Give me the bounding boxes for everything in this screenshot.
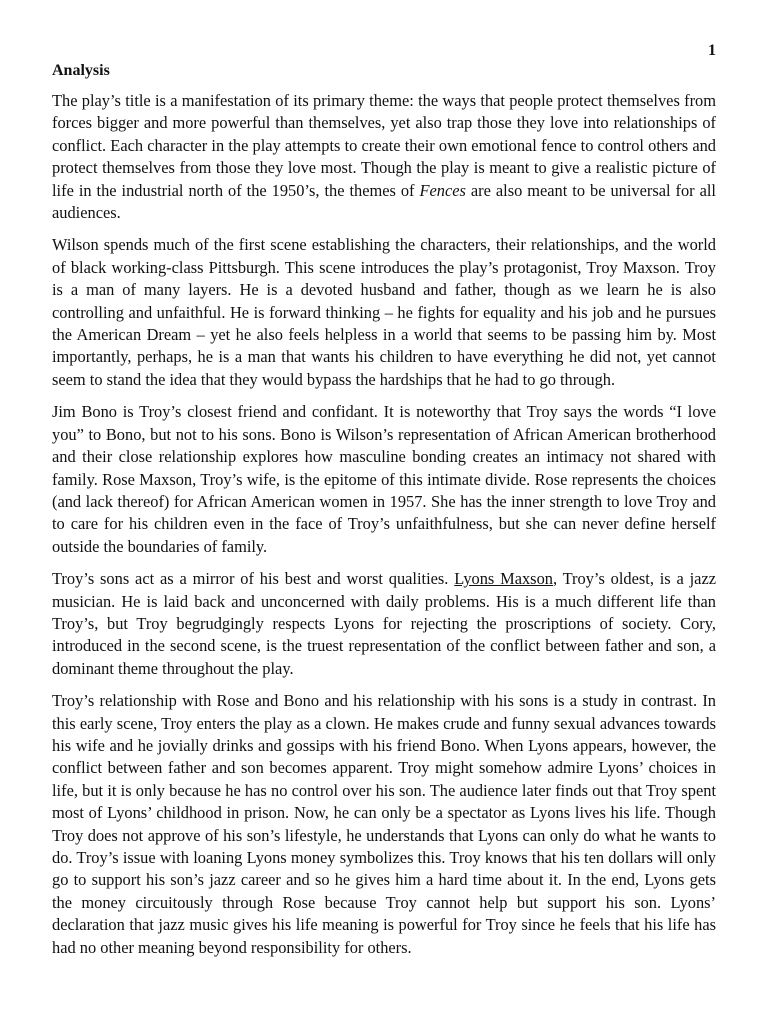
lyons-maxson-underlined: Lyons Maxson bbox=[454, 569, 553, 589]
paragraph-1-text-start: The play’s title is a manifestation of its primary theme: the ways that people protect themselves from forces bigger and more powerful than themselves, yet also trap those they love into relationships of conflict. Each character in the play attempts to create their own emotional fence to control others and protect themselves from those they love most. Though the play is meant to give a realistic picture of life in the industrial north of the 1950’s, the themes of bbox=[52, 91, 716, 200]
section-heading: Analysis bbox=[52, 62, 110, 79]
paragraph-4 bbox=[52, 568, 716, 680]
paragraph-2: Wilson spends much of the first scene establishing the characters, their relationships, and the world of black working-class Pittsburgh. This scene introduces the play’s protagonist, Troy Maxson. Troy is a man of many layers. He is a devoted husband and father, though as we learn he is also controlling and unfaithful. He is forward thinking – he fights for equality and his job and he pursues the American Dream – yet he also feels helpless in a world that seems to be passing him by. Most importantly, perhaps, he is a man that wants his children to have everything he did not, yet cannot seem to stand the idea that they would bypass the hardships that he had to go through. bbox=[52, 235, 716, 389]
paragraph-1 bbox=[52, 90, 716, 224]
page-number: 1 bbox=[708, 42, 716, 59]
document-body bbox=[52, 60, 716, 969]
play-title-italic: Fences bbox=[419, 180, 466, 200]
paragraph-3: Jim Bono is Troy’s closest friend and confidant. It is noteworthy that Troy says the words “I love you” to Bono, but not to his sons. Bono is Wilson’s representation of African American brotherhood and their close relationship explores how masculine bonding creates an intimacy not shared with family. Rose Maxson, Troy’s wife, is the epitome of this intimate divide. Rose represents the choices (and lack thereof) for African American women in 1957. She has the inner strength to love Troy and to care for his children even in the face of Troy’s unfaithfulness, but she can never define herself outside the boundaries of family. bbox=[52, 402, 716, 556]
paragraph-1-text-end: are also meant to be universal for all audiences. bbox=[52, 180, 716, 223]
paragraph-5: Troy’s relationship with Rose and Bono and his relationship with his sons is a study in contrast. In this early scene, Troy enters the play as a clown. He makes crude and funny sexual advances towards his wife and he jovially drinks and gossips with his friend Bono. When Lyons appears, however, the conflict between father and son becomes apparent. Troy might somehow admire Lyons’ choices in life, but it is only because he has no control over his son. The audience later finds out that Troy spent most of Lyons’ childhood in prison. Now, he can only be a spectator as Lyons lives his life. Though Troy does not approve of his son’s lifestyle, he understands that Lyons can only do what he wants to do. Troy’s issue with loaning Lyons money symbolizes this. Troy knows that his ten dollars will only go to support his son’s jazz career and so he gives him a hard time about it. In the end, Lyons gets the money circuitously through Rose because Troy cannot help but support his son. Lyons’ declaration that jazz music gives his life meaning is powerful for Troy since he feels that his life has had no other meaning beyond responsibility for others. bbox=[52, 691, 716, 957]
paragraph-4-text-start: Troy’s sons act as a mirror of his best and worst qualities. bbox=[52, 569, 455, 589]
paragraph-4-text-end: , Troy’s oldest, is a jazz musician. He is laid back and unconcerned with daily problems. His is a much different life than Troy’s, but Troy begrudgingly respects Lyons for rejecting the proscriptions of society. Cory, introduced in the second scene, is the truest representation of the conflict between father and son, a dominant theme throughout the play. bbox=[52, 569, 717, 678]
